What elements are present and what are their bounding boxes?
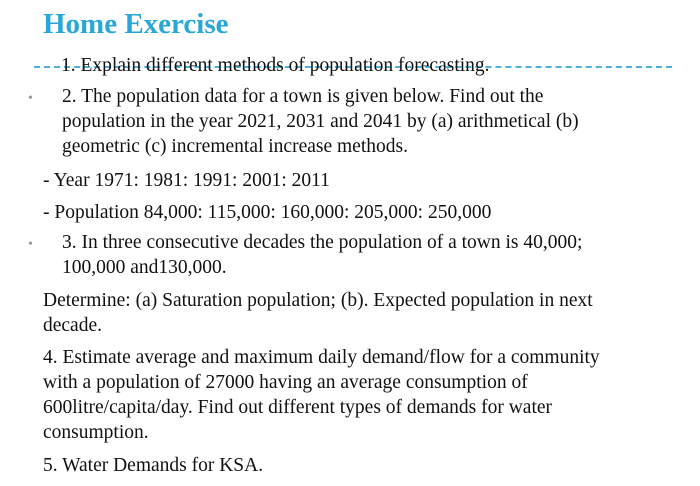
question-4-line-1: 4. Estimate average and maximum daily demand/flow for a community [43,347,600,368]
question-4-line-2: with a population of 27000 having an average consumption of [43,372,528,393]
question-2-line-1: 2. The population data for a town is given below. Find out the [62,86,544,107]
determine-line-1: Determine: (a) Saturation population; (b). Expected population in next [43,290,593,311]
determine-line-2: decade. [43,315,102,336]
question-4-line-4: consumption. [43,422,149,443]
question-2-line-3: geometric (c) incremental increase methods. [62,136,408,157]
question-3-line-2: 100,000 and130,000. [62,257,227,278]
question-4-line-3: 600litre/capita/day. Find out different types of demands for water [43,397,553,418]
question-1: 1. Explain different methods of population forecasting. [61,55,490,76]
year-data-line: - Year 1971: 1981: 1991: 2001: 2011 [43,170,330,191]
bullet-icon: • [28,91,33,106]
question-3-line-1: 3. In three consecutive decades the population of a town is 40,000; [62,232,583,253]
bullet-icon: • [28,237,33,252]
question-2-line-2: population in the year 2021, 2031 and 2041 by (a) arithmetical (b) [62,111,579,132]
page-title: Home Exercise [43,8,229,40]
question-5: 5. Water Demands for KSA. [43,455,264,476]
population-data-line: - Population 84,000: 115,000: 160,000: 205,000: 250,000 [43,202,492,223]
